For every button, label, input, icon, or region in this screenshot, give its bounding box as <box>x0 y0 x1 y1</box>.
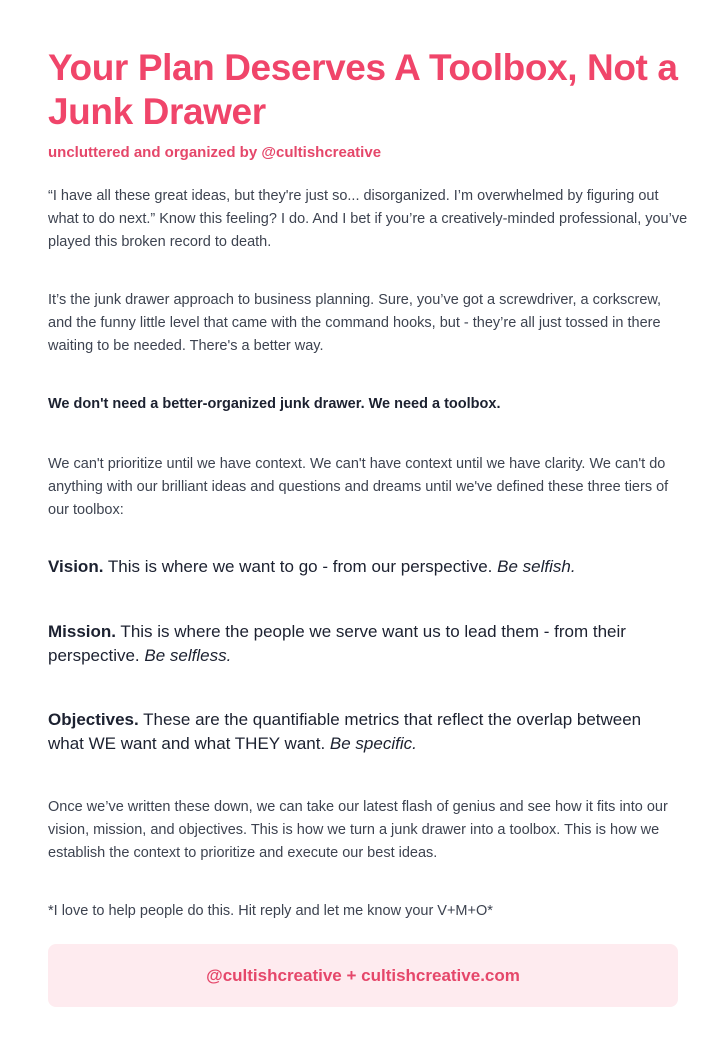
tier-vision <box>48 555 680 579</box>
footer-banner <box>48 944 678 1007</box>
tier-objectives <box>48 708 680 756</box>
tier-tag: Be selfish. <box>497 557 576 576</box>
call-to-action: *I love to help people do this. Hit reply and let me know your V+M+O* <box>48 903 493 919</box>
junk-drawer-paragraph: It’s the junk drawer approach to business planning. Sure, you’ve got a screwdriver, a corkscrew, and the funny little level that came with the command hooks, but - they’re all just tossed in there waiting to be needed. There's a better way. <box>48 292 662 354</box>
footer-links[interactable]: @cultishcreative + cultishcreative.com <box>206 965 520 985</box>
tier-description: This is where the people we serve want us to lead them - from their perspective. <box>48 622 626 665</box>
bold-statement: We don't need a better-organized junk drawer. We need a toolbox. <box>48 396 501 412</box>
tier-description: This is where we want to go - from our perspective. <box>103 557 498 576</box>
context-paragraph: We can't prioritize until we have context. We can't have context until we have clarity. We can't do anything with our brilliant ideas and questions and dreams until we've defined these three tiers of our toolbox: <box>48 456 669 518</box>
tier-term: Mission. <box>48 622 117 641</box>
tier-term: Vision. <box>48 557 104 576</box>
tier-description: These are the quantifiable metrics that reflect the overlap between what WE want and what THEY want. <box>48 710 642 753</box>
tier-term: Objectives. <box>48 710 139 729</box>
tier-tag: Be specific. <box>329 734 417 753</box>
tier-tag: Be selfless. <box>144 646 232 665</box>
byline: uncluttered and organized by @cultishcreative <box>48 144 382 161</box>
closing-paragraph: Once we’ve written these down, we can take our latest flash of genius and see how it fits into our vision, mission, and objectives. This is how we turn a junk drawer into a toolbox. This is how we establish the context to prioritize and execute our best ideas. <box>48 799 668 861</box>
tier-mission <box>48 620 680 668</box>
page-title: Your Plan Deserves A Toolbox, Not a Junk Drawer <box>48 47 678 132</box>
intro-paragraph: “I have all these great ideas, but they're just so... disorganized. I’m overwhelmed by figuring out what to do next.” Know this feeling? I do. And I bet if you’re a creatively-minded professional, you’ve played this broken record to death. <box>48 188 688 250</box>
